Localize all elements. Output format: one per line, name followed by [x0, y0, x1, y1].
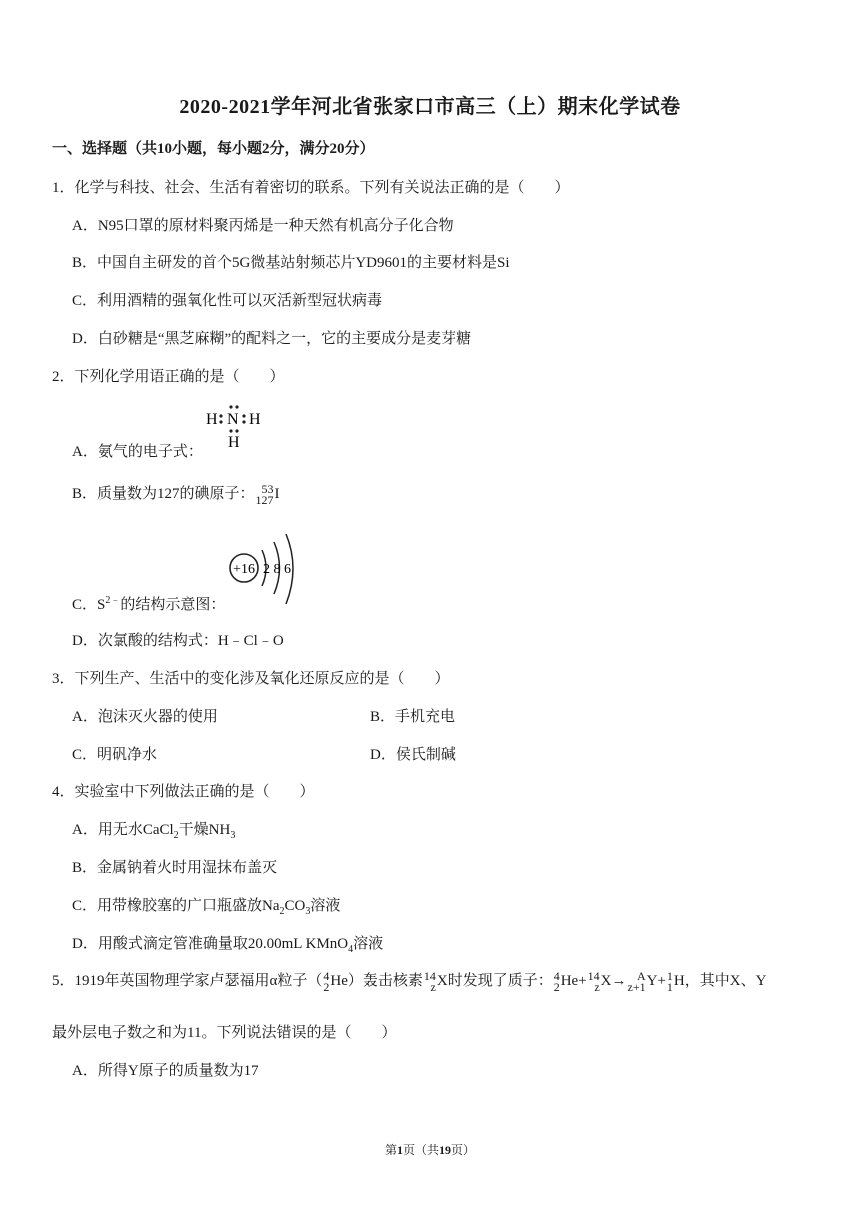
question-1-option-c: C．利用酒精的强氧化性可以灭活新型冠状病毒 — [72, 293, 383, 309]
q4-a-text-1: A．用无水CaCl — [72, 822, 174, 838]
ammonia-electron-formula-figure — [202, 402, 276, 452]
question-5-stem-line-2: 最外层电子数之和为11。下列说法错误的是（ ） — [52, 1025, 397, 1041]
question-5-option-a: A．所得Y原子的质量数为17 — [72, 1063, 259, 1079]
x-nuclide-equation — [587, 968, 600, 994]
footer-middle: 页（共 — [402, 1143, 439, 1157]
question-4-stem: 4．实验室中下列做法正确的是（ ） — [52, 784, 315, 800]
question-2-option-c — [72, 591, 225, 614]
q5-text-f: Y+ — [646, 973, 666, 989]
q4-c-text-1: C．用带橡胶塞的广口瓶盛放Na — [72, 898, 280, 914]
question-2-option-b — [72, 482, 280, 506]
footer-page-number: 1 — [396, 1143, 403, 1157]
q5-text-d: He+ — [560, 973, 587, 989]
x-nuclide — [423, 968, 436, 994]
he-mass-eq: 4 — [553, 968, 560, 983]
question-1-option-d: D．白砂糖是“黑芝麻糊”的配料之一，它的主要成分是麦芽糖 — [72, 331, 472, 347]
q5-text-c: X时发现了质子： — [436, 973, 553, 989]
q4-c-text-3: 溶液 — [310, 898, 341, 914]
footer-suffix: 页） — [451, 1143, 476, 1157]
sulfide-structure-diagram — [226, 528, 308, 612]
q5-text-e: X→ — [600, 973, 627, 989]
q5-text-b: He）轰击核素 — [330, 973, 423, 989]
q4-a-subscript-1: 2 — [173, 830, 179, 841]
question-3-stem: 3．下列生产、生活中的变化涉及氧化还原反应的是（ ） — [52, 671, 450, 687]
page-footer — [0, 1141, 860, 1158]
question-2-option-d: D．次氯酸的结构式：H﹣Cl﹣O — [72, 633, 284, 649]
iodine-top-number: 53 — [261, 481, 274, 496]
q4-c-subscript-2: 3 — [305, 906, 311, 917]
x-mass-eq: 14 — [587, 968, 600, 983]
q4-a-subscript-2: 3 — [230, 830, 236, 841]
question-5-stem — [52, 969, 766, 993]
footer-prefix: 第 — [384, 1143, 397, 1157]
he-mass: 4 — [323, 968, 330, 983]
h-mass-eq: 1 — [666, 968, 673, 983]
he-nuclide-equation — [553, 968, 560, 994]
question-2-option-c-text: 的结构示意图： — [120, 597, 226, 613]
h-atomic-eq: 1 — [666, 979, 673, 994]
he-atomic-eq: 2 — [553, 979, 560, 994]
question-2-option-a: A．氨气的电子式： — [72, 444, 203, 460]
question-3-option-d: D．侯氏制碱 — [370, 747, 456, 763]
x-atomic: z — [430, 979, 436, 994]
sulfide-charge: 2﹣ — [105, 595, 121, 606]
page-title: 2020-2021学年河北省张家口市高三（上）期末化学试卷 — [179, 96, 681, 118]
q4-d-text-2: 溶液 — [353, 936, 384, 952]
question-4-option-d — [72, 932, 383, 955]
q4-c-subscript-1: 2 — [279, 906, 285, 917]
question-2-option-b-text: B．质量数为127的碘原子： — [72, 486, 255, 502]
q5-text-a: 5．1919年英国物理学家卢瑟福用α粒子（ — [52, 973, 323, 989]
question-3-option-c: C．明矾净水 — [72, 747, 158, 763]
nh3-h-right: H — [249, 411, 261, 428]
nucleus-charge: +16 — [233, 562, 255, 577]
nh3-h-bottom: H — [228, 434, 240, 451]
question-4-option-a — [72, 818, 235, 841]
x-mass: 14 — [423, 968, 436, 983]
q4-a-text-2: 干燥NH — [178, 822, 231, 838]
x-atomic-eq: z — [594, 979, 600, 994]
question-2-stem: 2．下列化学用语正确的是（ ） — [52, 369, 285, 385]
q4-d-text-1: D．用酸式滴定管准确量取20.00mL KMnO — [72, 936, 349, 952]
question-4-option-b: B．金属钠着火时用湿抹布盖灭 — [72, 860, 278, 876]
h-nuclide-equation — [666, 968, 673, 994]
alpha-particle-nuclide — [323, 968, 330, 994]
nh3-h-left: H — [206, 411, 218, 428]
question-3-option-b: B．手机充电 — [370, 709, 456, 725]
nh3-n: N — [227, 411, 239, 428]
question-2-option-c-prefix: C．S — [72, 597, 106, 613]
question-1-stem: 1．化学与科技、社会、生活有着密切的联系。下列有关说法正确的是（ ） — [52, 180, 570, 196]
iodine-nuclide-notation — [255, 481, 274, 507]
footer-total-pages: 19 — [439, 1143, 451, 1157]
question-4-option-c — [72, 894, 340, 917]
q4-d-subscript: 4 — [348, 944, 354, 955]
question-1-option-a: A．N95口罩的原材料聚丙烯是一种天然有机高分子化合物 — [72, 218, 454, 234]
he-atomic: 2 — [323, 979, 330, 994]
iodine-symbol: I — [274, 486, 280, 502]
y-nuclide-equation — [627, 968, 646, 994]
q5-text-g: H，其中X、Y — [673, 973, 767, 989]
question-1-option-b: B．中国自主研发的首个5G微基站射频芯片YD9601的主要材料是Si — [72, 255, 510, 271]
question-3-option-a: A．泡沫灭火器的使用 — [72, 709, 218, 725]
electron-shells: 2 8 6 — [263, 562, 291, 577]
section-heading: 一、选择题（共10小题，每小题2分，满分20分） — [52, 141, 375, 157]
y-mass-eq: A — [636, 968, 646, 983]
q4-c-text-2: CO — [284, 898, 306, 914]
y-atomic-eq: z+1 — [627, 979, 646, 994]
iodine-bottom-number: 127 — [255, 492, 274, 507]
